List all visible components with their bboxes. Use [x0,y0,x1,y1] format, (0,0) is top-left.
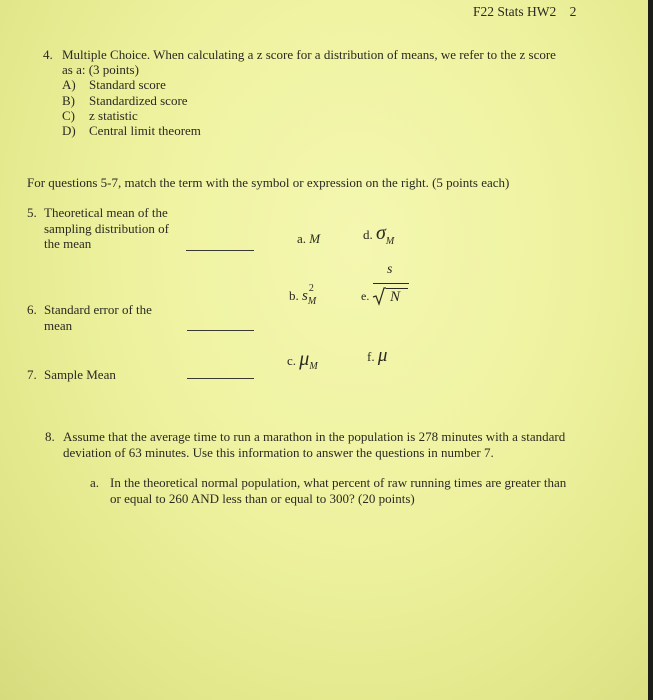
choice-a: a. M [297,231,321,246]
choice-c-subscript: M [309,361,318,372]
choice-f-symbol: μ [377,345,388,366]
q4-option-b: B) Standardized score [62,93,188,108]
choice-c-symbol: μ [299,348,310,370]
q6-text-line2: mean [44,318,73,333]
q5-text-line1: Theoretical mean of the [44,205,168,220]
q4-option-d: D) Central limit theorem [62,123,201,138]
q6-number: 6. [27,302,37,317]
q7-number: 7. [27,367,37,382]
q4-option-c: C) z statistic [62,108,138,123]
q4-number: 4. [43,47,53,62]
q8a-text-line2: or equal to 260 AND less than or equal to 300? (20 points) [110,491,415,506]
q5-text-line3: the mean [44,236,92,251]
q8-number: 8. [45,429,55,444]
choice-d: d. $\sigma_M$ [363,222,395,247]
q4-text-line2: as a: (3 points) [62,62,139,77]
q8-text-line1: Assume that the average time to run a marathon in the population is 278 minutes with a standard [63,429,566,444]
choice-b: b. s 2 M [289,288,320,305]
choice-a-symbol: M [309,231,321,246]
choice-f: f. μ [367,345,388,366]
sqrt-sign-icon [372,286,386,306]
choice-b-subscript: M [307,296,317,308]
q7-text: Sample Mean [44,367,116,382]
choice-e-label: e. [361,289,370,303]
header-title: F22 Stats HW2 [473,4,557,19]
choice-d-symbol: σ [376,222,386,244]
q6-answer-blank[interactable] [187,330,254,331]
q4-option-a: A) Standard score [62,77,166,92]
choice-b-symbol: s [302,288,308,304]
page-header [473,4,576,20]
choice-e-numerator: s [387,262,393,277]
q7-answer-blank[interactable] [187,378,254,379]
choice-b-superscript: 2 [308,283,314,295]
choice-e-denominator: N [390,289,401,305]
q4-text-line1: Multiple Choice. When calculating a z score for a distribution of means, we refer to the z score [62,47,556,62]
q8a-text-line1: In the theoretical normal population, what percent of raw running times are greater than [110,475,567,490]
page-edge-shadow [648,0,653,700]
choice-d-subscript: M [385,236,395,247]
q8-text-line2: deviation of 63 minutes. Use this information to answer the questions in number 7. [63,445,494,460]
matching-instructions: For questions 5-7, match the term with the symbol or expression on the right. (5 points each) [27,175,510,190]
choice-e-fraction-bar [373,283,409,284]
q8a-label: a. [90,475,100,490]
q6-text-line1: Standard error of the [44,302,152,317]
choice-c: c. $\mu_M$ [287,348,318,372]
q5-answer-blank[interactable] [186,250,254,251]
page-number: 2 [569,4,577,19]
q5-text-line2: sampling distribution of [44,221,169,236]
q5-number: 5. [27,205,37,220]
